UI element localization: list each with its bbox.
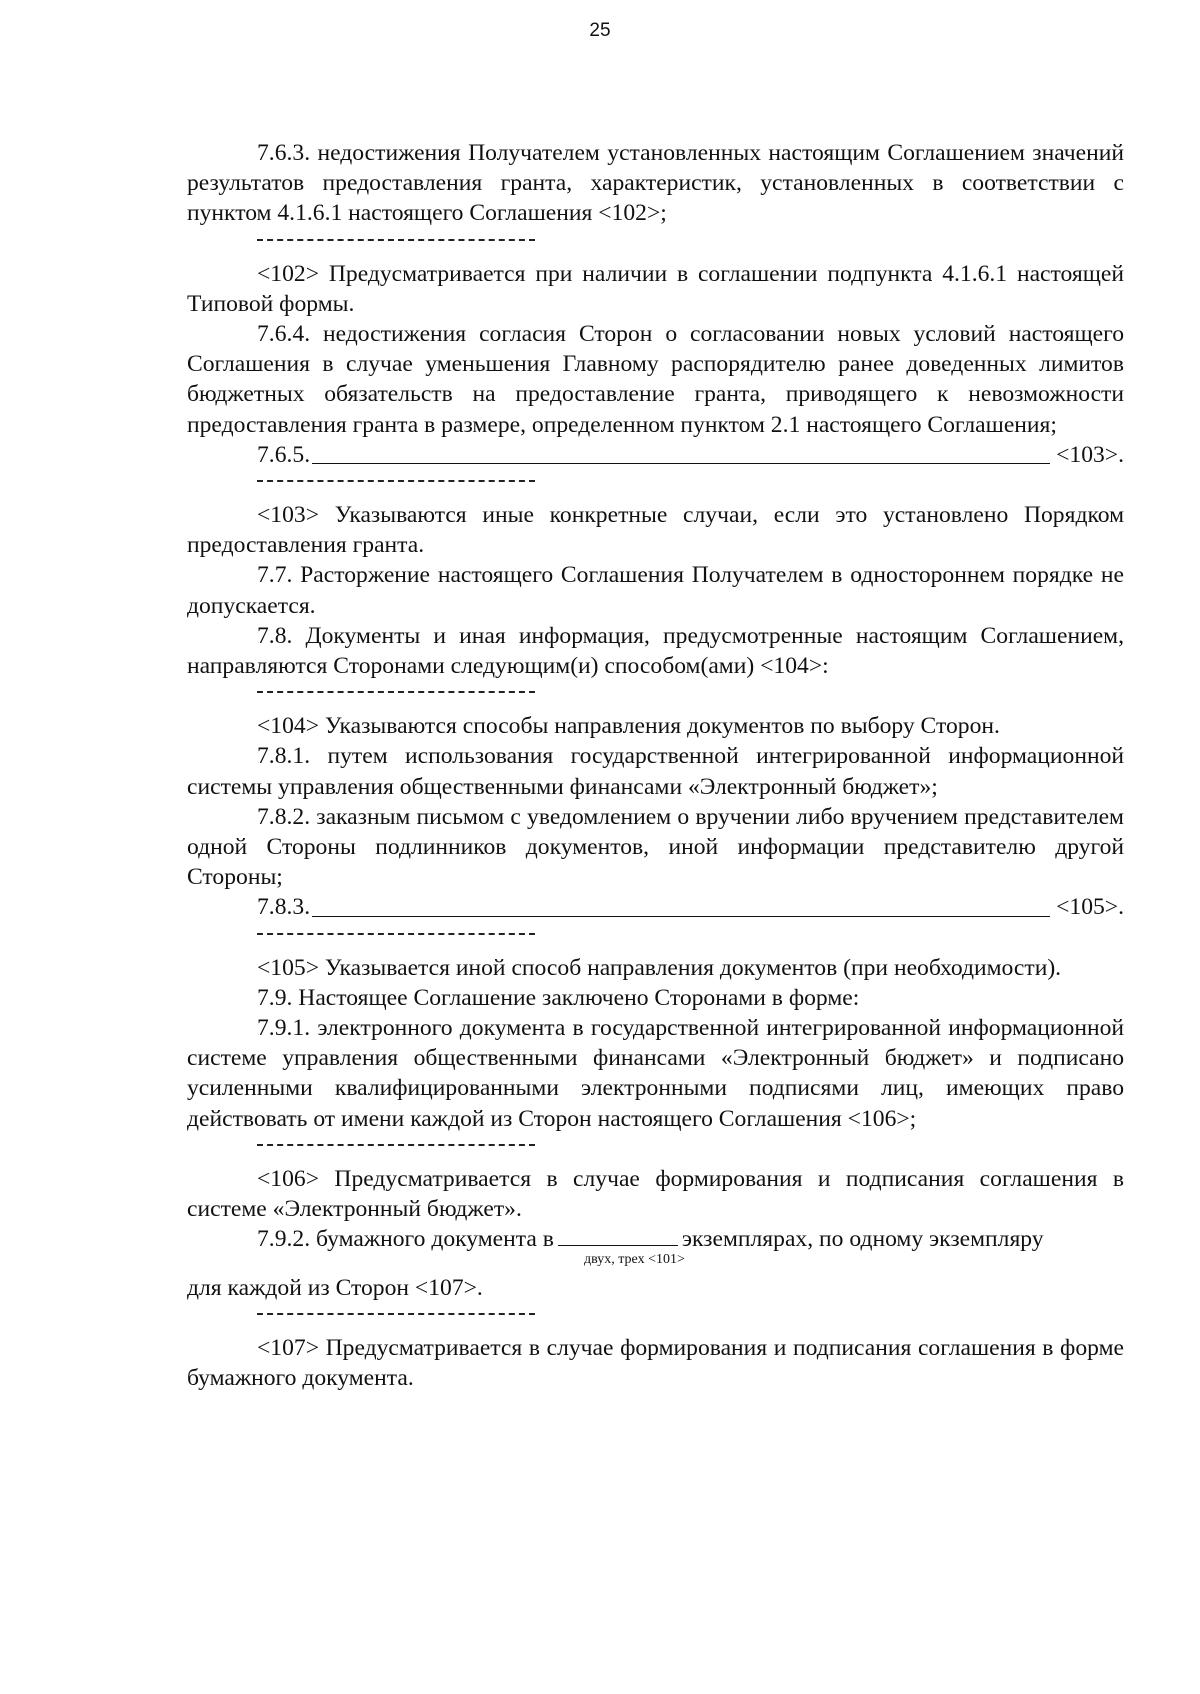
footnote-separator <box>257 923 535 935</box>
clause-7-7: 7.7. Расторжение настоящего Соглашения Получателем в одностороннем порядке не допускается. <box>187 562 1124 619</box>
clause-7-9: 7.9. Настоящее Соглашение заключено Сторонами в форме: <box>257 984 860 1011</box>
clause-7-9-2-text: 7.9.2. бумажного документа в <box>257 1226 554 1253</box>
clause-7-9-2 <box>187 1224 1124 1268</box>
footnote-107: <107> Предусматривается в случае формирования и подписания соглашения в форме бумажного документа. <box>187 1334 1124 1391</box>
footnote-separator <box>257 229 535 241</box>
footnote-separator <box>257 681 535 693</box>
blank-line <box>312 915 1050 917</box>
clause-7-8: 7.8. Документы и иная информация, предусмотренные настоящим Соглашением, направляются Сторонами следующим(и) способом(ами) <104>: <box>187 622 1124 680</box>
footnote-105: <105> Указывается иной способ направления документов (при необходимости). <box>257 954 1062 981</box>
clause-7-6-5 <box>187 440 1124 470</box>
clause-7-8-3-number: 7.8.3. <box>257 894 311 921</box>
document-body <box>187 138 1124 1393</box>
clause-7-9-2-text-after: экземплярах, по одному экземпляру <box>681 1226 1044 1253</box>
clause-7-9-1: 7.9.1. электронного документа в государственной интегрированной информационной системе управления общественными финансами «Электронный бюджет» и подписано усиленными квалифицированными электронными подписями лиц, имеющих право действовать от имени каждой из Сторон настоящего Соглашения <106>; <box>187 1015 1124 1132</box>
blank-line <box>312 462 1050 464</box>
clause-7-8-2: 7.8.2. заказным письмом с уведомлением о вручении либо вручением представителем одной Стороны подлинников документов, иной информации представителю другой Стороны; <box>187 803 1124 891</box>
clause-7-6-4: 7.6.4. недостижения согласия Сторон о согласовании новых условий настоящего Соглашения в случае уменьшения Главному распорядителю ранее доведенных лимитов бюджетных обязательств на предоставление гранта, приводящего к невозможности предоставления гранта в размере, определенном пунктом 2.1 настоящего Соглашения; <box>187 321 1124 438</box>
footnote-102: <102> Предусматривается при наличии в соглашении подпункта 4.1.6.1 настоящей Типовой формы. <box>187 260 1124 317</box>
page-number: 25 <box>589 20 611 41</box>
blank-hint: двух, трех <101> <box>584 1252 685 1268</box>
footnote-106: <106> Предусматривается в случае формирования и подписания соглашения в системе «Электронный бюджет». <box>187 1165 1124 1223</box>
footnote-103: <103> Указываются иные конкретные случаи, если это установлено Порядком предоставления гранта. <box>187 502 1124 559</box>
clause-7-6-5-number: 7.6.5. <box>257 441 311 468</box>
clause-7-8-3-ref: <105>. <box>1056 894 1124 921</box>
footnote-separator <box>257 470 535 482</box>
blank-line <box>558 1227 678 1246</box>
clause-7-8-3 <box>187 892 1124 922</box>
footnote-separator <box>257 1303 535 1315</box>
clause-7-8-1: 7.8.1. путем использования государственной интегрированной информационной системы управления общественными финансами «Электронный бюджет»; <box>187 743 1124 800</box>
footnote-104: <104> Указываются способы направления документов по выбору Сторон. <box>257 713 1000 740</box>
footnote-separator <box>257 1134 535 1146</box>
clause-7-9-2-continuation: для каждой из Сторон <107>. <box>187 1274 483 1301</box>
clause-7-6-5-ref: <103>. <box>1056 441 1124 468</box>
clause-7-6-3: 7.6.3. недостижения Получателем установленных настоящим Соглашением значений результатов предоставления гранта, характеристик, установленных в соответствии с пунктом 4.1.6.1 настоящего Соглашения <102>; <box>187 140 1124 227</box>
